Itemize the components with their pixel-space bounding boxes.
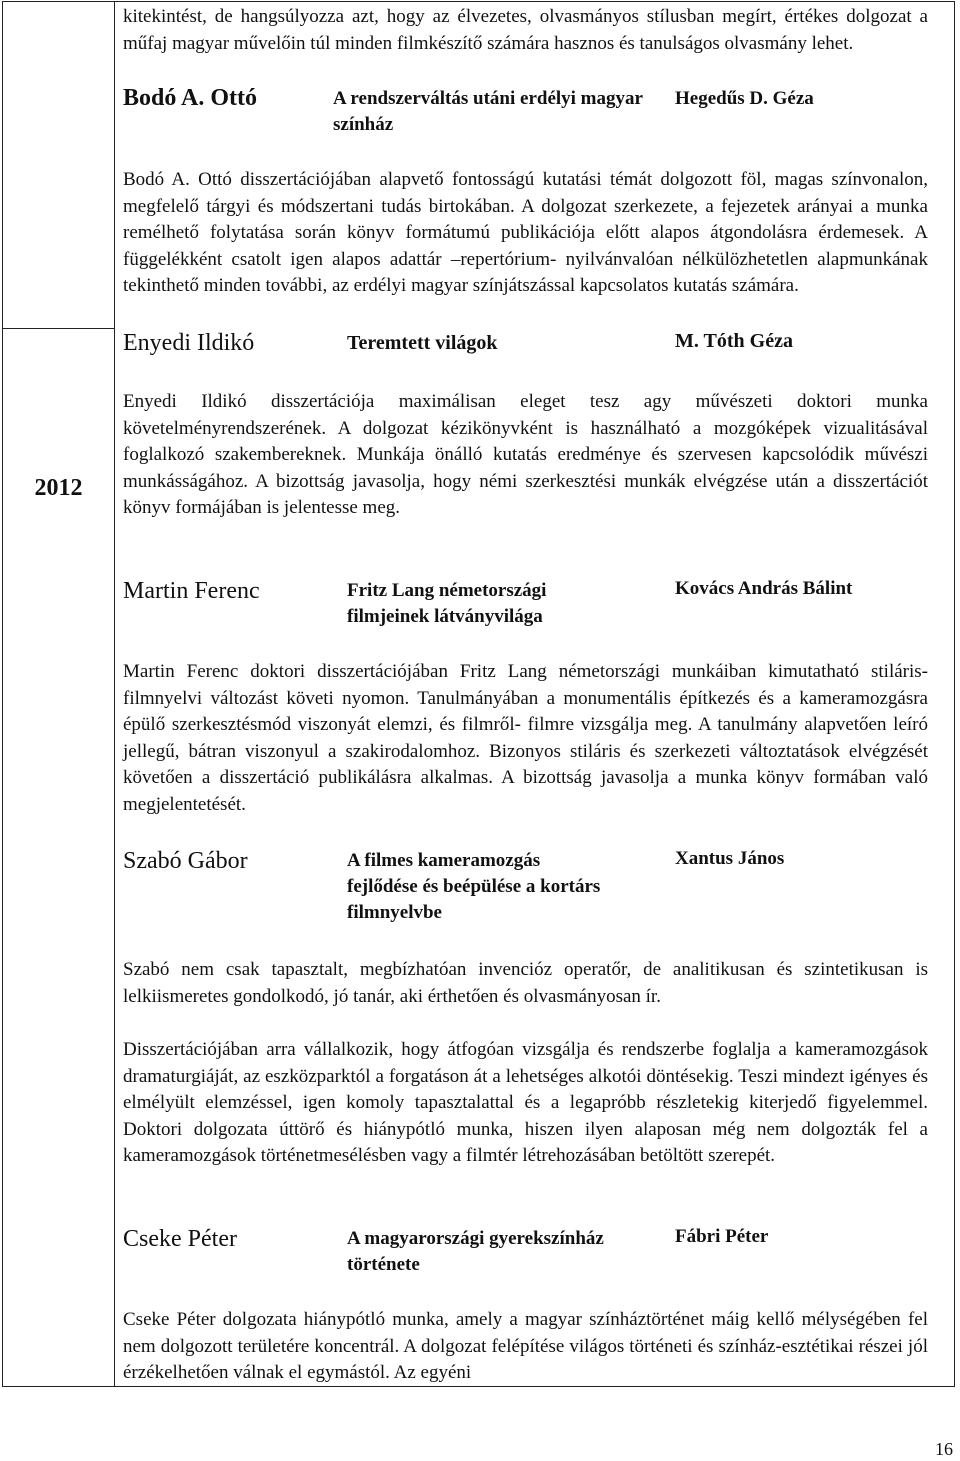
entry-text: Szabó nem csak tapasztalt, megbízhatóan invencióz operatőr, de analitikusan és szintetikusan is lelkiismeretes gondolkodó, jó tanár, aki érthetően és olvasmányosan ír.	[123, 959, 928, 1007]
entry-title: Teremtett világok	[347, 332, 498, 354]
entry-supervisor: Xantus János	[675, 848, 785, 869]
entry-title: A filmes kameramozgás fejlődése és beépülése a kortárs filmnyelvbe	[347, 850, 601, 923]
entry-supervisor: Hegedűs D. Géza	[675, 88, 814, 109]
entry-title: Fritz Lang németországi filmjeinek látványvilága	[347, 580, 547, 627]
entry-supervisor: M. Tóth Géza	[675, 330, 793, 352]
entry-author: Enyedi Ildikó	[123, 330, 255, 356]
entry-title: A magyarországi gyerekszínház története	[347, 1228, 604, 1275]
entry-author: Martin Ferenc	[123, 578, 260, 604]
intro-paragraph: kitekintést, de hangsúlyozza azt, hogy az élvezetes, olvasmányos stílusban megírt, értékes dolgozat a műfaj magyar művelőin túl minden filmkészítő számára hasznos és tanulságos olvasmány lehet.	[123, 6, 928, 54]
entry-text: Cseke Péter dolgozata hiánypótló munka, amely a magyar színháztörténet máig kellő mélységében fel nem dolgozott területére koncentrál. A dolgozat felépítése világos történeti és színház-esztétikai részei jól érzékelhetően válnak el egymástól. Az egyéni	[123, 1309, 928, 1383]
entry-text: Martin Ferenc doktori disszertációjában Fritz Lang németországi munkáiban kimutatható stiláris- filmnyelvi változást követi nyomon. Tanulmányában a monumentális építkezés és a kameramozgásra épülő szerkesztésmód viszonyát elemzi, és filmről- filmre vizsgálja meg. A tanulmány alapvetően leíró jellegű, bátran viszonyul a szakirodalomhoz. Bizonyos stiláris és szerkezeti változtatások elvégzését követően a disszertáció publikálásra alkalmas. A bizottság javasolja a munka könyv formában való megjelentetését.	[123, 661, 928, 815]
page-number: 16	[935, 1439, 953, 1459]
column-divider	[114, 2, 115, 1386]
entry-supervisor: Fábri Péter	[675, 1226, 769, 1247]
entry-author: Bodó A. Ottó	[123, 85, 258, 111]
entry-text: Enyedi Ildikó disszertációja maximálisan eleget tesz agy művészeti doktori munka követelményrendszerének. A dolgozat kézikönyvként is használható a mozgóképek vizualitásával foglalkozó szakembereknek. Munkája önálló kutatás eredménye és szervesen kapcsolódik művészi munkásságához. A bizottság javasolja, hogy némi szerkesztési munkák elvégzése után a disszertációt könyv formájában is jelentesse meg.	[123, 391, 928, 518]
entry-title: A rendszerváltás utáni erdélyi magyar színház	[333, 88, 643, 135]
entry-text: Bodó A. Ottó disszertációjában alapvető fontosságú kutatási témát dolgozott föl, magas színvonalon, megfelelő tárgyi és módszertani tudás birtokában. A dolgozat szerkezete, a fejezetek arányai a munka remélhető folytatása során könyv formátumú publikációja előtt alapos átgondolásra érdemesek. A függelékként csatolt igen alapos adattár –repertórium- nyilvánvalóan nélkülözhetetlen alapmunkának tekinthető minden további, az erdélyi magyar színjátszással kapcsolatos kutatás számára.	[123, 169, 928, 296]
entry-text-continued: Disszertációjában arra vállalkozik, hogy átfogóan vizsgálja és rendszerbe foglalja a kameramozgások dramaturgiáját, az eszközparktól a forgatáson át a lehetséges alkotói döntésekig. Teszi mindezt igényes és elmélyült elemzéssel, igen komoly tapasztalattal és a legapróbb részletekig kiterjedő figyelemmel. Doktori dolgozata úttörő és hiánypótló munka, hiszen ilyen alaposan még nem dolgozták fel a kameramozgások történetmesélésben vagy a filmtér létrehozásában betöltött szerepét.	[123, 1039, 928, 1166]
year-label: 2012	[34, 475, 83, 501]
entry-author: Cseke Péter	[123, 1226, 237, 1252]
entry-author: Szabó Gábor	[123, 848, 248, 874]
entry-supervisor: Kovács András Bálint	[675, 578, 853, 599]
row-divider	[3, 328, 114, 329]
